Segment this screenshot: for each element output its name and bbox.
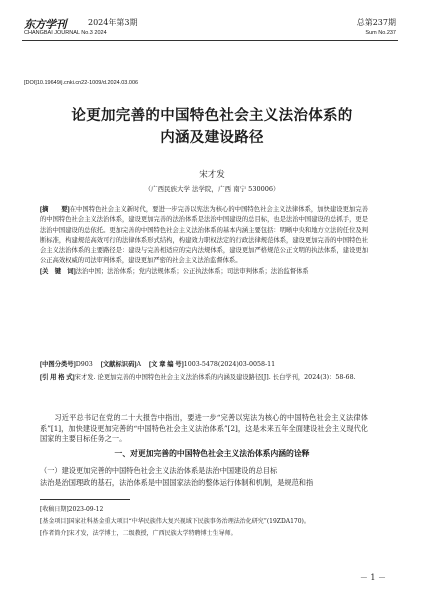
- keywords-label: [关 键 词]: [40, 267, 76, 275]
- subsection-heading: （一）建设更加完善的中国特色社会主义法治体系是法治中国建设的总目标: [40, 466, 278, 475]
- cite-text: 宋才发. 论更加完善的中国特色社会主义法治体系的内涵及建设路径[J]. 长白学刊，2024(3)：58-68.: [74, 374, 356, 381]
- cite-label: [引 用 格 式]: [40, 374, 75, 381]
- issue-label: 2024年第3期: [88, 18, 138, 27]
- citation-row: [40, 373, 380, 383]
- body-paragraph: 法治是治国理政的基石，法治体系是中国国家法治的整体运行体制和机制，是规范和指: [40, 478, 314, 487]
- paper-title-line2: 内涵及建设路径: [160, 129, 264, 146]
- articleno-label: [文 章 编 号]: [149, 361, 184, 368]
- abstract-label: [摘 要]: [40, 206, 70, 213]
- total-issue-label: 总第237期: [356, 18, 396, 27]
- footnote-rule: [40, 499, 130, 500]
- keywords-text: 法治中国；法治体系；党内法规体系；公正执法体系；司法审判体系；法治监督体系: [75, 267, 309, 275]
- articleno-value: 1003-5478(2024)03-0058-11: [183, 361, 276, 368]
- clc-label: [中图分类号]: [40, 361, 76, 368]
- doi: [DOI]10.19649/j.cnki.cn22-1009/d.2024.03.006: [24, 80, 139, 86]
- doccode-value: A: [136, 361, 142, 368]
- page-number: － 1 －: [359, 573, 386, 582]
- section-heading: 一、对更加完善的中国特色社会主义法治体系内涵的诠释: [114, 449, 310, 458]
- abstract: [40, 205, 368, 277]
- header-rule: [22, 40, 398, 41]
- author-name: 宋才发: [199, 170, 225, 180]
- journal-name-en: CHANGBAI JOURNAL No.3 2024: [24, 30, 107, 36]
- sum-number-en: Sum No.237: [365, 30, 396, 36]
- paper-title-line1: 论更加完善的中国特色社会主义法治体系的: [71, 107, 353, 124]
- doccode-label: [文献标识码]: [100, 361, 137, 368]
- author-affiliation: （广西民族大学 法学院，广西 南宁 530006）: [144, 185, 280, 193]
- classification-row: [40, 360, 380, 370]
- intro-paragraph: 习近平总书记在党的二十大报告中指出，要进一步“完善以宪法为核心的中国特色社会主义法律体系”[1]，加快建设更加完善的“中国特色社会主义法治体系”[2]，这是未来五年全面建设社会主义现代化国家的主要目标任务之一。: [40, 413, 368, 444]
- footnote-received: [收稿日期]2023-09-12: [40, 506, 104, 513]
- footnote-fund: [基金项目]国家社科基金重大项目“中华民族伟大复兴视域下民族事务治理法治化研究”(19ZDA170)。: [40, 518, 310, 525]
- clc-value: D903: [75, 361, 93, 368]
- journal-logo: 东方学刊: [24, 18, 66, 31]
- abstract-text: 在中国特色社会主义新时代，要进一步完善以宪法为核心的中国特色社会主义法律体系，加快建设更加完善的中国特色社会主义法治体系，建设更加完善的法治体系是法治中国建设的总目标，也是法治中国建设的总抓手，更是法治中国建设的总依托。更加完善的中国特色社会主义法治体系的基本内涵主要包括：明晰中央和地方立法的任位及判断标准，构建规范高效可行的法律体系形式结构，构建效力职权法定的行政法律规范体系，建设更加完善的中国特色社会主义法治体系的主要路径是：建设与完善相适应的完内法规体系，建设更加严格规范公正文明的执法体系，建设更加公正高效权威的司法审判体系，建设更加严密的社会主义法治监督体系。: [40, 206, 368, 265]
- footnote-author: [作者简介]宋才发，法学博士，二级教授，广西民族大学特聘博士生导师。: [40, 530, 237, 537]
